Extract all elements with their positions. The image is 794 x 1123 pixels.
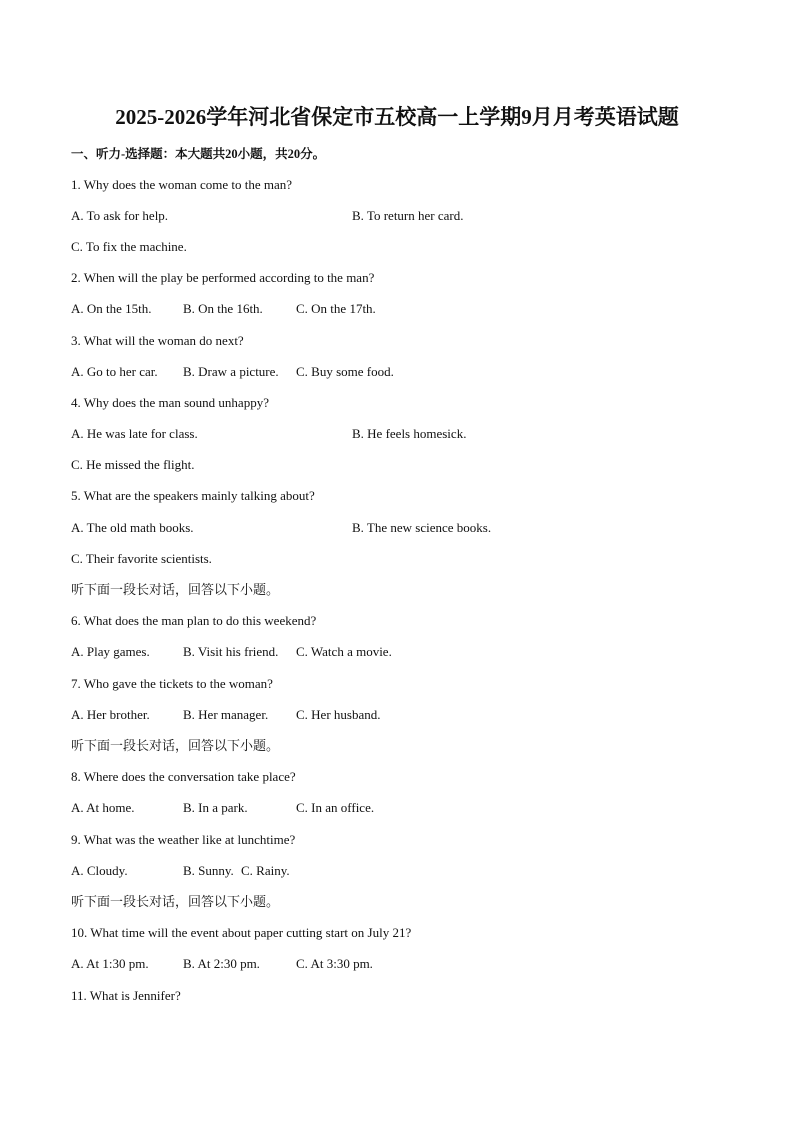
q6-option-b: B. Visit his friend. <box>183 644 279 659</box>
q4-option-c: C. He missed the flight. <box>71 457 195 472</box>
q5-option-a: A. The old math books. <box>71 520 194 535</box>
q6-option-a: A. Play games. <box>71 644 150 659</box>
q2-option-a: A. On the 15th. <box>71 301 152 316</box>
q1-option-b: B. To return her card. <box>352 208 464 223</box>
q3-option-a: A. Go to her car. <box>71 364 158 379</box>
q8-option-c: C. In an office. <box>296 800 375 815</box>
q1-option-c: C. To fix the machine. <box>71 239 187 254</box>
question-9: 9. What was the weather like at lunchtime? <box>71 832 296 847</box>
q6-option-c: C. Watch a movie. <box>296 644 392 659</box>
question-10: 10. What time will the event about paper cutting start on July 21? <box>71 925 412 940</box>
q8-option-a: A. At home. <box>71 800 135 815</box>
q5-option-b: B. The new science books. <box>352 520 492 535</box>
question-11: 11. What is Jennifer? <box>71 988 181 1003</box>
q3-option-c: C. Buy some food. <box>296 364 394 379</box>
q1-option-a: A. To ask for help. <box>71 208 169 223</box>
question-3: 3. What will the woman do next? <box>71 333 244 348</box>
q2-option-b: B. On the 16th. <box>183 301 263 316</box>
q8-option-b: B. In a park. <box>183 800 248 815</box>
q5-option-c: C. Their favorite scientists. <box>71 551 212 566</box>
q3-option-b: B. Draw a picture. <box>183 364 279 379</box>
page-title: 2025-2026学年河北省保定市五校高一上学期9月月考英语试题 <box>115 105 679 129</box>
q10-option-a: A. At 1:30 pm. <box>71 956 149 971</box>
question-6: 6. What does the man plan to do this weekend? <box>71 613 317 628</box>
q10-option-b: B. At 2:30 pm. <box>183 956 260 971</box>
q4-option-a: A. He was late for class. <box>71 426 198 441</box>
question-2: 2. When will the play be performed according to the man? <box>71 270 375 285</box>
q9-option-b: B. Sunny. <box>183 863 234 878</box>
q7-option-b: B. Her manager. <box>183 707 269 722</box>
q10-option-c: C. At 3:30 pm. <box>296 956 373 971</box>
question-4: 4. Why does the man sound unhappy? <box>71 395 269 410</box>
section-heading: 一、听力-选择题：本大题共20小题，共20分。 <box>71 147 326 161</box>
q9-option-c: C. Rainy. <box>241 863 290 878</box>
instruction-note-2: 听下面一段长对话，回答以下小题。 <box>71 738 280 753</box>
instruction-note-3: 听下面一段长对话，回答以下小题。 <box>71 894 280 909</box>
q2-option-c: C. On the 17th. <box>296 301 376 316</box>
q7-option-a: A. Her brother. <box>71 707 150 722</box>
q9-option-a: A. Cloudy. <box>71 863 128 878</box>
q4-option-b: B. He feels homesick. <box>352 426 467 441</box>
question-7: 7. Who gave the tickets to the woman? <box>71 676 273 691</box>
question-5: 5. What are the speakers mainly talking about? <box>71 488 315 503</box>
question-1: 1. Why does the woman come to the man? <box>71 177 293 192</box>
q7-option-c: C. Her husband. <box>296 707 381 722</box>
instruction-note-1: 听下面一段长对话，回答以下小题。 <box>71 582 280 597</box>
question-8: 8. Where does the conversation take place? <box>71 769 296 784</box>
